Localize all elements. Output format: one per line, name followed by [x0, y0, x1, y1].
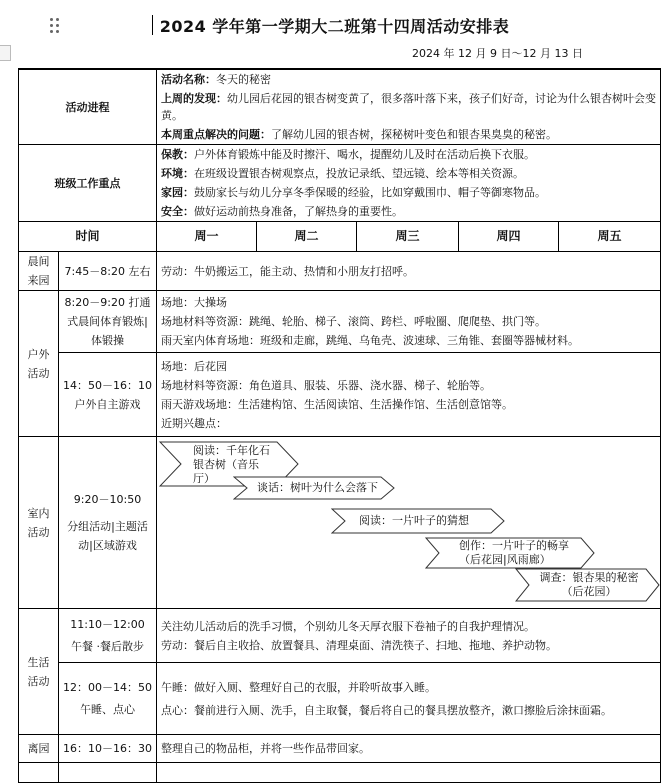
activity-name: 冬天的秘密	[216, 73, 271, 86]
outdoor-content-2	[157, 353, 661, 437]
outdoor-line: 雨天室内体育场地：班级和走廊，跳绳、乌龟壳、波速球、三角锥、套圈等器械材料。	[161, 334, 579, 347]
clipped-cell	[19, 763, 59, 783]
life-label: 生活活动	[19, 609, 59, 735]
life-content-2	[157, 663, 661, 735]
outdoor-label: 户外活动	[19, 291, 59, 437]
focus-item-text: 做好运动前热身准备，了解热身的重要性。	[194, 205, 403, 218]
text-cursor	[152, 15, 153, 35]
flow-step-talk-leaves	[233, 476, 395, 500]
day-header-mon: 周一	[157, 222, 257, 252]
life-content-1	[157, 609, 661, 663]
flow-step-survey-ginkgo	[515, 568, 660, 602]
outdoor-line: 场地材料等资源：跳绳、轮胎、梯子、滚筒、跨栏、呼啦圈、爬爬垫、拱门等。	[161, 315, 546, 328]
flow-step-text: 阅读：千年化石银杏树（音乐厅）	[193, 444, 270, 485]
document-title: 2024 学年第一学期大二班第十四周活动安排表	[159, 17, 510, 36]
day-header-tue: 周二	[257, 222, 357, 252]
life-line: 劳动：餐后自主收拾、放置餐具、清理桌面、清洗筷子、扫地、拖地、养护动物。	[161, 638, 557, 652]
outdoor-line: 场地：大操场	[161, 296, 227, 309]
indoor-label: 室内活动	[19, 437, 59, 609]
life-line: 点心：餐前进行入厕、洗手，自主取餐，餐后将自己的餐具摆放整齐，漱口擦脸后涂抹面霜。	[161, 703, 612, 717]
focus-label: 本周重点解决的问题：	[161, 128, 271, 141]
outdoor-row-1	[19, 291, 661, 353]
activity-name-label: 活动名称：	[161, 73, 216, 86]
indoor-time-text: 9:20－10:50	[73, 493, 142, 506]
flow-step-text: 阅读：一片叶子的猜想	[359, 514, 469, 527]
focus-item-text: 户外体育锻炼中能及时擦汗、喝水，提醒幼儿及时在活动后换下衣服。	[194, 148, 535, 161]
life-line: 午睡：做好入厕、整理好自己的衣服，并聆听故事入睡。	[161, 680, 436, 694]
weekday-header-row	[19, 222, 661, 252]
flow-step-text: 创作：一片叶子的畅享（后花园|风雨廊）	[459, 539, 569, 566]
morning-time: 7:45－8:20 左右	[59, 252, 157, 291]
day-header-wed: 周三	[357, 222, 459, 252]
indoor-row	[19, 437, 661, 609]
life-desc: 午餐 ·餐后散步	[71, 640, 144, 653]
class-focus-content	[157, 145, 661, 222]
focus-item-label: 家园：	[161, 186, 194, 199]
leave-time: 16：10－16：30	[59, 735, 157, 763]
outdoor-line: 雨天游戏场地：生活建构馆、生活阅读馆、生活操作馆、生活创意馆等。	[161, 397, 513, 411]
flow-step-reading-leaf	[331, 508, 505, 534]
focus-item-label: 安全：	[161, 205, 194, 218]
activity-flow	[157, 437, 660, 607]
life-row-2	[19, 663, 661, 735]
date-range: 2024 年 12 月 9 日～12 月 13 日	[412, 47, 583, 60]
outdoor-line: 场地：后花园	[161, 359, 227, 373]
class-focus-row	[19, 145, 661, 222]
outdoor-time-2: 14：50－16：10 户外自主游戏	[59, 353, 157, 437]
activity-row	[19, 69, 661, 145]
finding-text: 幼儿园后花园的银杏树变黄了，很多落叶落下来，孩子们好奇，讨论为什么银杏树叶会变黄。	[161, 92, 656, 122]
flow-step-text: 谈话：树叶为什么会落下	[257, 481, 378, 494]
schedule-table	[18, 68, 661, 783]
outdoor-line: 场地材料等资源：角色道具、服装、乐器、浇水器、梯子、轮胎等。	[161, 378, 491, 392]
day-header-thu: 周四	[459, 222, 559, 252]
time-header: 时间	[19, 222, 157, 252]
class-focus-label: 班级工作重点	[19, 145, 157, 222]
outdoor-line: 近期兴趣点：	[161, 416, 227, 430]
clipped-cell	[59, 763, 157, 783]
outdoor-content-1	[157, 291, 661, 353]
outdoor-row-2	[19, 353, 661, 437]
life-time-text: 12：00－14：50	[63, 681, 152, 694]
activity-row-label: 活动进程	[19, 69, 157, 145]
morning-content: 劳动：牛奶搬运工，能主动、热情和小朋友打招呼。	[157, 252, 661, 291]
leave-label: 离园	[19, 735, 59, 763]
clipped-row	[19, 763, 661, 783]
focus-item-label: 环境：	[161, 167, 194, 180]
focus-item-label: 保教：	[161, 148, 194, 161]
indoor-flow-cell	[157, 437, 661, 609]
flow-step-text: 调查：银杏果的秘密（后花园）	[539, 571, 639, 598]
clipped-cell	[157, 763, 661, 783]
life-line: 关注幼儿活动后的洗手习惯，个别幼儿冬天厚衣服下卷袖子的自我护理情况。	[161, 619, 535, 633]
finding-label: 上周的发现：	[161, 92, 227, 105]
indoor-time	[59, 437, 157, 609]
outdoor-time-1: 8:20－9:20 打通式晨间体育锻炼|体锻操	[59, 291, 157, 353]
flow-step-create-leaf	[425, 537, 595, 569]
life-time-1	[59, 609, 157, 663]
focus-item-text: 鼓励家长与幼儿分享冬季保暖的经验，比如穿戴围巾、帽子等御寒物品。	[194, 186, 546, 199]
morning-row	[19, 252, 661, 291]
morning-label: 晨间来园	[19, 252, 59, 291]
day-header-fri: 周五	[559, 222, 661, 252]
leave-content: 整理自己的物品柜，并将一些作品带回家。	[157, 735, 661, 763]
leave-row	[19, 735, 661, 763]
margin-marker-icon	[0, 45, 11, 61]
activity-content	[157, 69, 661, 145]
focus-text: 了解幼儿园的银杏树，探秘树叶变色和银杏果臭臭的秘密。	[271, 128, 557, 141]
indoor-desc: 分组活动|主题活动|区域游戏	[67, 520, 148, 552]
focus-item-text: 在班级设置银杏树观察点，投放记录纸、望远镜、绘本等相关资源。	[194, 167, 524, 180]
life-desc: 午睡、点心	[80, 703, 135, 716]
life-row-1	[19, 609, 661, 663]
life-time-2	[59, 663, 157, 735]
life-time-text: 11:10－12:00	[70, 618, 145, 631]
